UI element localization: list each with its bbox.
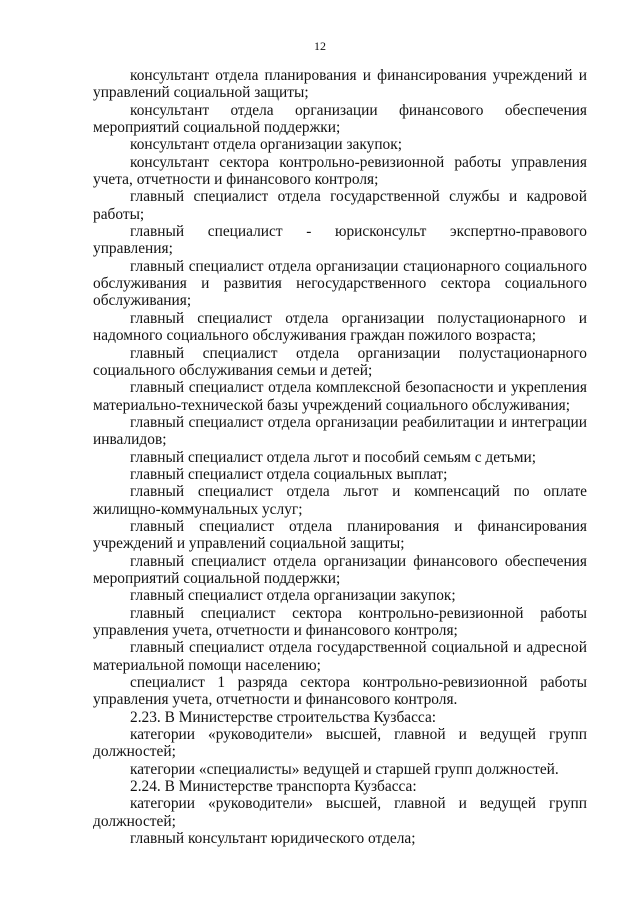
paragraph: главный специалист отдела организации финансового обеспечения мероприятий социальной поддержки; [93,552,587,587]
paragraph: главный специалист отдела организации реабилитации и интеграции инвалидов; [93,413,587,449]
paragraph: главный специалист отдела государственной службы и кадровой работы; [93,188,587,223]
paragraph: категории «специалисты» ведущей и старшей групп должностей. [130,760,559,778]
document-body [93,67,587,847]
paragraph: консультант отдела организации финансового обеспечения мероприятий социальной поддержки; [93,101,587,137]
paragraph: главный специалист отдела льгот и пособий семьям с детьми; [130,448,537,466]
section-heading: 2.23. В Министерстве строительства Кузбасса: [130,708,437,726]
paragraph: консультант отдела организации закупок; [130,136,403,154]
paragraph: главный специалист отдела государственной социальной и адресной материальной помощи населению; [93,639,587,674]
section-heading: 2.24. В Министерстве транспорта Кузбасса: [130,778,417,796]
paragraph: главный специалист отдела комплексной безопасности и укрепления материально-технической базы учреждений социального обслуживания; [93,379,587,414]
paragraph: главный специалист - юрисконсульт экспертно-правового управления; [93,223,587,258]
paragraph: главный специалист отдела социальных выплат; [130,465,448,483]
paragraph: главный специалист сектора контрольно-ревизионной работы управления учета, отчетности и финансового контроля; [93,604,587,639]
paragraph: главный специалист отдела льгот и компенсаций по оплате жилищно-коммунальных услуг; [93,483,587,518]
paragraph: главный консультант юридического отдела; [130,830,416,848]
paragraph: главный специалист отдела организации полустационарного социального обслуживания семьи и детей; [93,344,587,379]
paragraph: главный специалист отдела организации закупок; [130,587,456,605]
page-number: 12 [314,39,326,53]
paragraph: специалист 1 разряда сектора контрольно-ревизионной работы управления учета, отчетности и финансового контроля. [93,674,587,709]
paragraph: главный специалист отдела планирования и финансирования учреждений и управлений социальной защиты; [93,517,587,553]
paragraph: консультант сектора контрольно-ревизионной работы управления учета, отчетности и финансового контроля; [93,153,587,189]
paragraph: категории «руководители» высшей, главной и ведущей групп должностей; [93,726,587,761]
paragraph: главный специалист отдела организации стационарного социального обслуживания и развития негосударственного сектора социального обслуживания; [93,257,587,310]
paragraph: главный специалист отдела организации полустационарного и надомного социального обслуживания граждан пожилого возраста; [93,309,587,345]
paragraph: категории «руководители» высшей, главной и ведущей групп должностей; [93,795,587,830]
paragraph: консультант отдела планирования и финансирования учреждений и управлений социальной защиты; [93,67,587,102]
